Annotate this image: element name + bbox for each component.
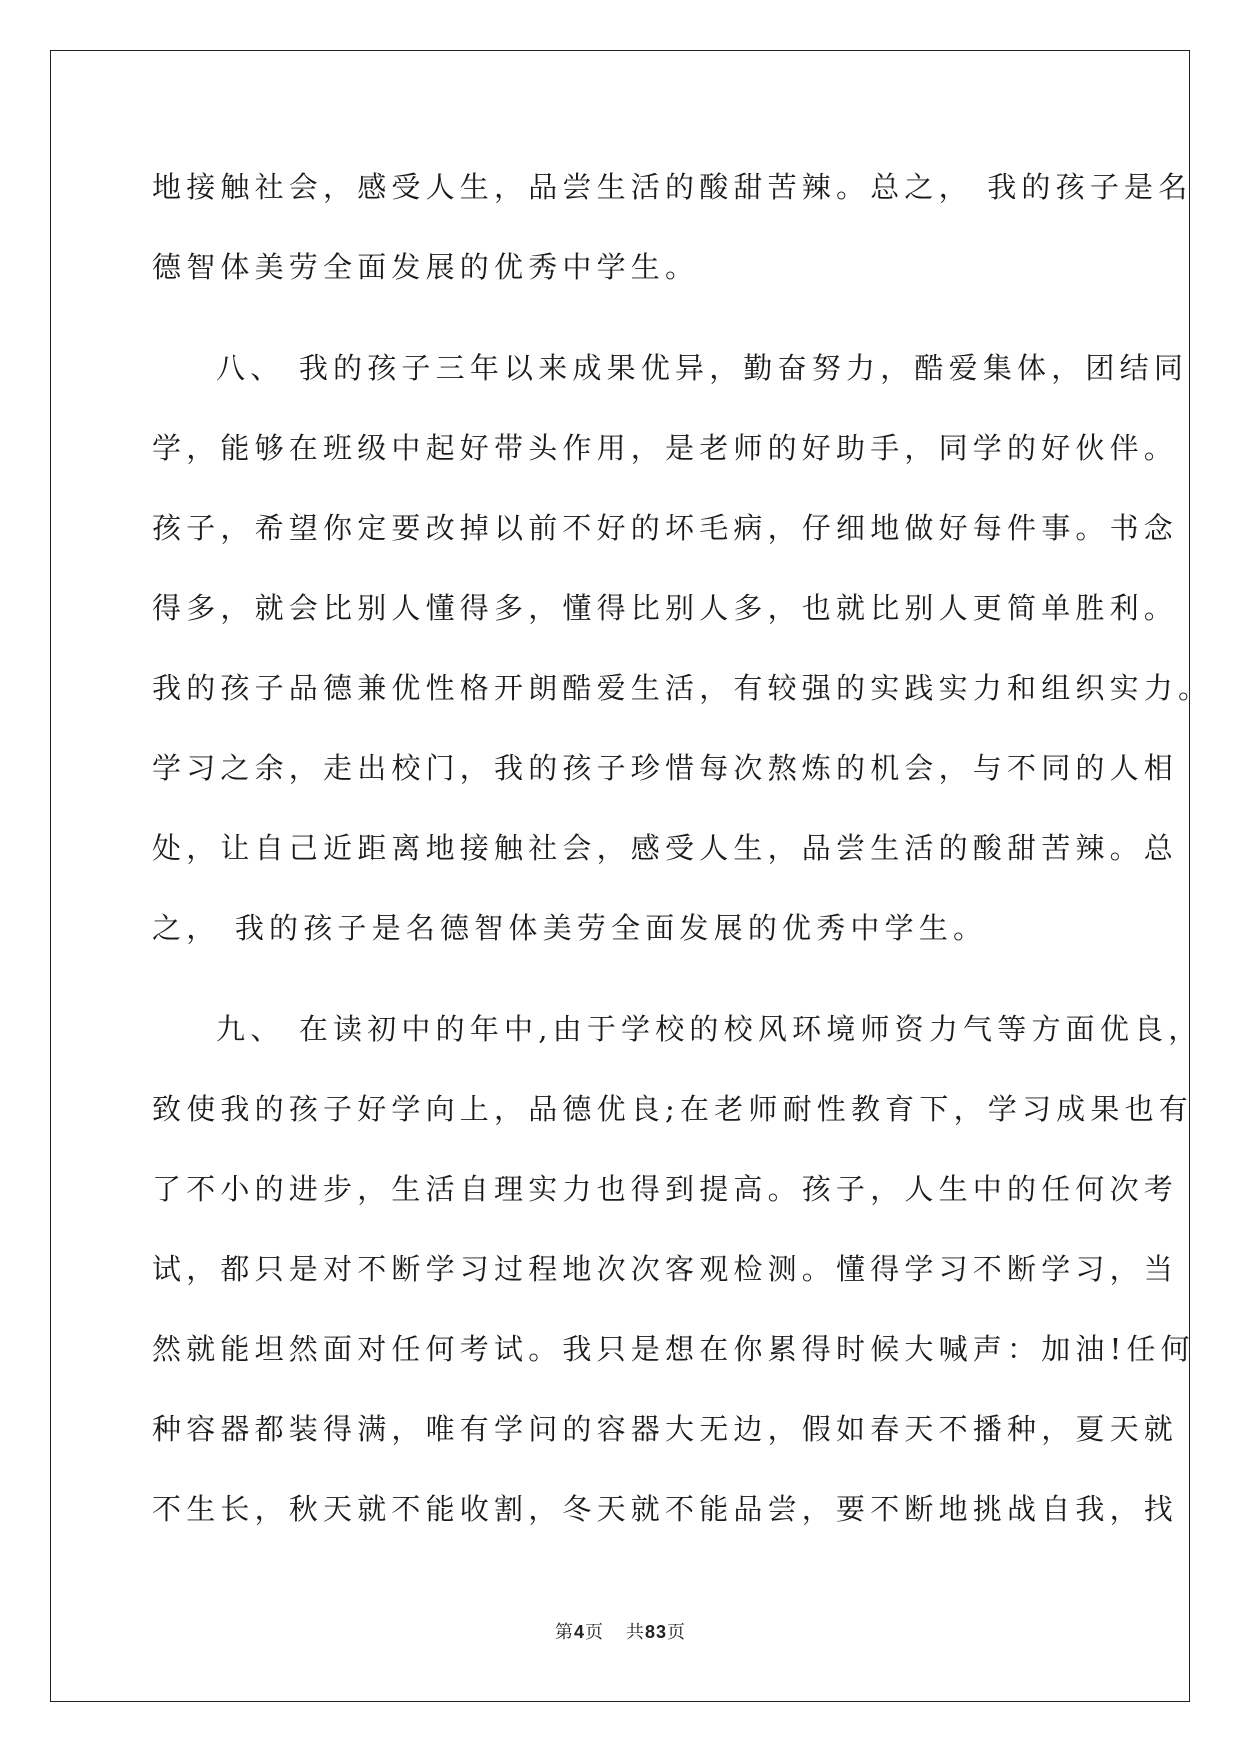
text-line: 试，都只是对不断学习过程地次次客观检测。懂得学习不断学习，当 xyxy=(152,1252,1179,1286)
text-line: 之， 我的孩子是名德智体美劳全面发展的优秀中学生。 xyxy=(152,911,988,945)
total-pages: 83 xyxy=(644,1622,668,1642)
page-footer xyxy=(0,1618,1241,1644)
text-line: 八、 我的孩子三年以来成果优异，勤奋努力，酷爱集体，团结同 xyxy=(216,351,1189,385)
text-line: 处，让自己近距离地接触社会，感受人生，品尝生活的酸甜苦辣。总 xyxy=(152,831,1179,865)
text-line: 我的孩子品德兼优性格开朗酷爱生活，有较强的实践实力和组织实力。 xyxy=(152,671,1213,705)
text-line: 孩子，希望你定要改掉以前不好的坏毛病，仔细地做好每件事。书念 xyxy=(152,511,1179,545)
page-number: 4 xyxy=(573,1622,585,1642)
text-line: 德智体美劳全面发展的优秀中学生。 xyxy=(152,250,700,284)
text-line: 不生长，秋天就不能收割，冬天就不能品尝，要不断地挑战自我，找 xyxy=(152,1492,1179,1526)
paragraph xyxy=(152,1002,1203,1562)
document-body xyxy=(152,160,1213,1562)
page-suffix: 页 xyxy=(584,1622,604,1643)
text-line: 得多，就会比别人懂得多，懂得比别人多，也就比别人更简单胜利。 xyxy=(152,591,1179,625)
text-line: 地接触社会，感受人生，品尝生活的酸甜苦辣。总之， 我的孩子是名 xyxy=(152,170,1193,204)
paragraph xyxy=(152,341,1213,1002)
text-line: 然就能坦然面对任何考试。我只是想在你累得时候大喊声：加油!任何 xyxy=(152,1332,1195,1366)
total-prefix: 共 xyxy=(625,1622,645,1643)
paragraph xyxy=(152,160,1193,341)
text-line: 种容器都装得满，唯有学问的容器大无边，假如春天不播种，夏天就 xyxy=(152,1412,1179,1446)
text-line: 学，能够在班级中起好带头作用，是老师的好助手，同学的好伙伴。 xyxy=(152,431,1179,465)
total-suffix: 页 xyxy=(667,1622,687,1643)
text-line: 学习之余，走出校门，我的孩子珍惜每次熬炼的机会，与不同的人相 xyxy=(152,751,1179,785)
text-line: 了不小的进步，生活自理实力也得到提高。孩子，人生中的任何次考 xyxy=(152,1172,1179,1206)
page-prefix: 第 xyxy=(554,1622,574,1643)
text-line: 致使我的孩子好学向上，品德优良;在老师耐性教育下，学习成果也有 xyxy=(152,1092,1193,1126)
text-line: 九、 在读初中的年中,由于学校的校风环境师资力气等方面优良， xyxy=(216,1012,1203,1046)
